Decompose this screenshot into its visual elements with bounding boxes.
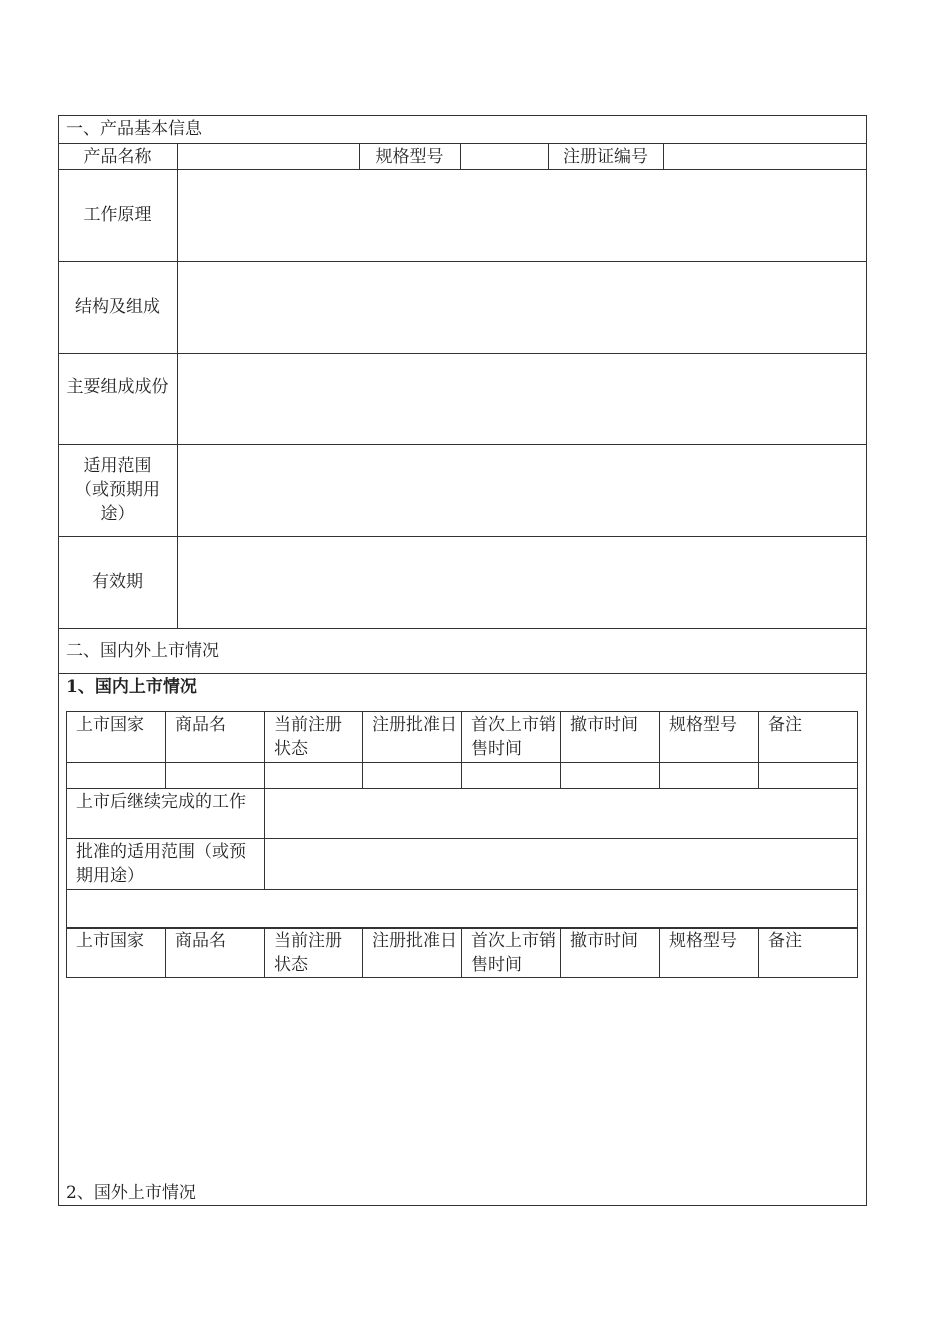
- divider: [663, 143, 664, 169]
- divider: [362, 711, 363, 788]
- divider: [264, 711, 265, 889]
- col-withdrawal-2: 撤市时间: [570, 931, 638, 951]
- divider: [58, 673, 867, 674]
- divider: [66, 977, 858, 978]
- col-remarks-2: 备注: [768, 931, 802, 951]
- divider: [66, 762, 858, 763]
- col-reg-status-2: 当前注册状态: [274, 931, 342, 975]
- reg-no-label: 注册证编号: [563, 147, 648, 167]
- divider: [659, 927, 660, 977]
- section-2-title: 二、国内外上市情况: [66, 641, 219, 661]
- divider: [264, 927, 265, 977]
- divider: [58, 353, 867, 354]
- section-1-title: 一、产品基本信息: [66, 119, 202, 139]
- spec-model-label: 规格型号: [375, 147, 444, 167]
- divider: [758, 927, 759, 977]
- col-spec-model: 规格型号: [669, 715, 737, 735]
- divider: [758, 711, 759, 788]
- divider: [58, 536, 867, 537]
- divider: [58, 143, 867, 144]
- main-components-label: 主要组成成份: [66, 377, 169, 397]
- col-approval-date: 注册批准日: [372, 715, 457, 735]
- divider: [165, 711, 166, 788]
- divider: [66, 889, 858, 890]
- domestic-title: 1、国内上市情况: [66, 677, 197, 697]
- divider: [362, 927, 363, 977]
- divider: [460, 143, 461, 169]
- foreign-title: 2、国外上市情况: [66, 1183, 196, 1203]
- col-country: 上市国家: [76, 715, 144, 735]
- col-approval-date-2: 注册批准日: [372, 931, 457, 951]
- col-remarks: 备注: [768, 715, 802, 735]
- divider: [66, 788, 858, 789]
- divider: [58, 261, 867, 262]
- divider: [58, 444, 867, 445]
- col-first-sale: 首次上市销售时间: [471, 715, 556, 759]
- col-first-sale-2: 首次上市销售时间: [471, 931, 556, 975]
- col-trade-name-2: 商品名: [175, 931, 226, 951]
- structure-label: 结构及组成: [75, 297, 160, 317]
- col-spec-model-2: 规格型号: [669, 931, 737, 951]
- col-withdrawal: 撤市时间: [570, 715, 638, 735]
- product-name-label: 产品名称: [83, 147, 152, 167]
- col-trade-name: 商品名: [175, 715, 226, 735]
- col-country-2: 上市国家: [76, 931, 144, 951]
- divider: [560, 711, 561, 788]
- approved-scope-label: 批准的适用范围（或预期用途）: [76, 842, 246, 886]
- col-reg-status: 当前注册状态: [274, 715, 342, 759]
- divider: [58, 169, 867, 170]
- divider: [461, 927, 462, 977]
- post-market-label: 上市后继续完成的工作: [76, 792, 246, 812]
- divider: [177, 143, 178, 628]
- divider: [165, 927, 166, 977]
- validity-label: 有效期: [92, 572, 143, 592]
- divider: [66, 838, 858, 839]
- divider: [659, 711, 660, 788]
- divider: [560, 927, 561, 977]
- divider: [461, 711, 462, 788]
- working-principle-label: 工作原理: [83, 205, 152, 225]
- scope-label: 适用范围（或预期用途）: [75, 456, 160, 524]
- divider: [58, 628, 867, 629]
